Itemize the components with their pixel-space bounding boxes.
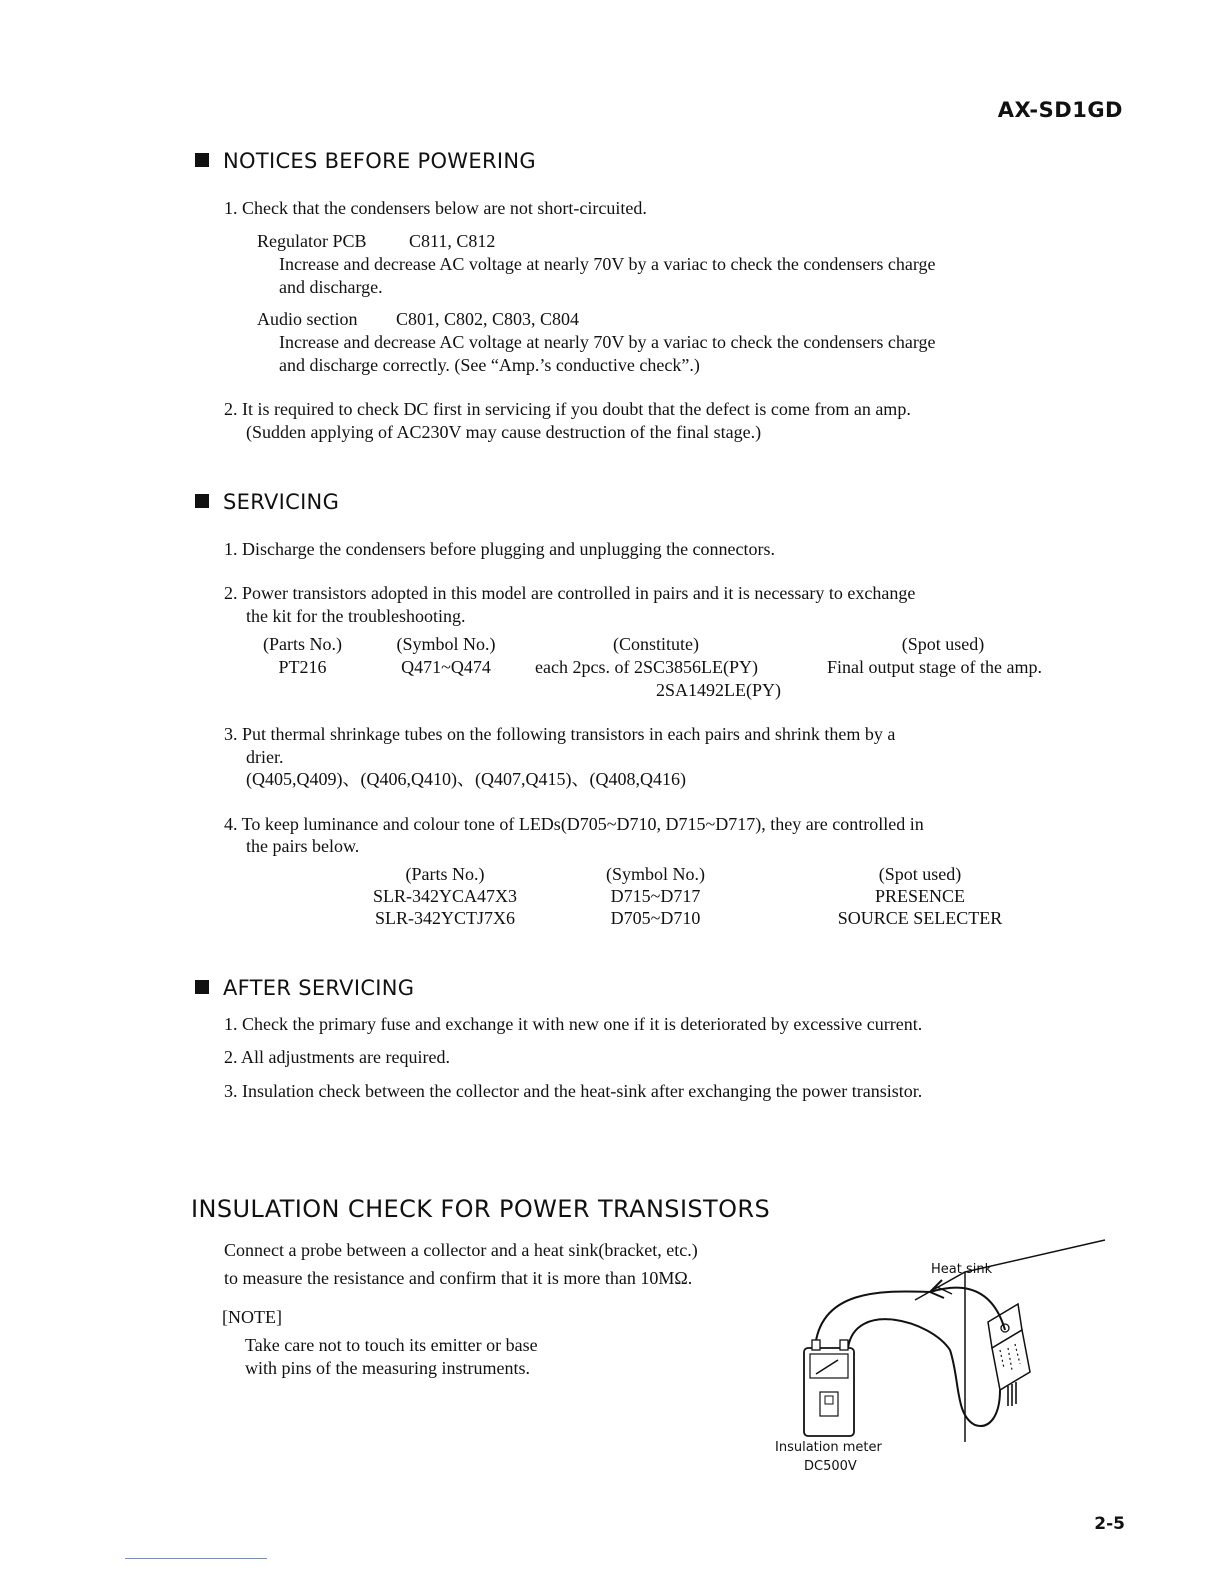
table-cell: Q471~Q474 [401, 657, 491, 677]
probe-lead-2 [848, 1319, 1000, 1426]
table-header: (Constitute) [613, 634, 699, 654]
dc-voltage-label: DC500V [804, 1459, 857, 1474]
note-text-2: with pins of the measuring instruments. [245, 1358, 530, 1378]
audio-text-1: Increase and decrease AC voltage at nearly 70V by a variac to check the condensers charge [279, 332, 936, 352]
table-cell: SLR-342YCTJ7X6 [374, 908, 515, 928]
insulation-text-2: to measure the resistance and confirm that it is more than 10MΩ. [224, 1268, 693, 1288]
probe-lead-1 [815, 1288, 1005, 1348]
servicing-item-3-line-3: (Q405,Q409)、(Q406,Q410)、(Q407,Q415)、(Q408,Q416) [246, 769, 686, 789]
insulation-meter-icon [804, 1340, 854, 1436]
section-servicing-title: SERVICING [223, 490, 340, 514]
servicing-item-3-line-1: 3. Put thermal shrinkage tubes on the following transistors in each pairs and shrink them by a [224, 724, 896, 744]
regulator-text-2: and discharge. [279, 277, 383, 297]
servicing-item-1: 1. Discharge the condensers before plugging and unplugging the connectors. [224, 539, 776, 559]
table-cell: PRESENCE [874, 886, 966, 906]
table-header: (Parts No.) [263, 634, 342, 654]
power-transistor-icon [988, 1304, 1030, 1406]
regulator-text-1: Increase and decrease AC voltage at nearly 70V by a variac to check the condensers charge [279, 254, 936, 274]
table-header: (Spot used) [901, 634, 985, 654]
note-text-1: Take care not to touch its emitter or base [245, 1335, 538, 1355]
audio-parts: C801, C802, C803, C804 [396, 309, 580, 329]
section-after-title: AFTER SERVICING [223, 976, 415, 1000]
table-header: (Parts No.) [405, 864, 485, 884]
table-cell: each 2pcs. of 2SC3856LE(PY) [535, 657, 758, 677]
table-cell: SOURCE SELECTER [837, 908, 1003, 928]
section-after-heading [195, 976, 414, 1000]
heat-sink-label: Heat sink [931, 1262, 993, 1277]
notices-item-1: 1. Check that the condensers below are not short-circuited. [224, 198, 647, 218]
table-header: (Symbol No.) [396, 634, 496, 654]
servicing-item-4-line-2: the pairs below. [246, 836, 360, 856]
regulator-label: Regulator PCB [257, 231, 367, 251]
insulation-section-title: INSULATION CHECK FOR POWER TRANSISTORS [191, 1195, 771, 1223]
notices-item-2-line-2: (Sudden applying of AC230V may cause destruction of the final stage.) [246, 422, 762, 442]
servicing-item-3-line-2: drier. [246, 747, 284, 767]
footer-rule [125, 1558, 267, 1559]
audio-text-2: and discharge correctly. (See “Amp.’s conductive check”.) [279, 355, 700, 375]
servicing-item-2-line-1: 2. Power transistors adopted in this model are controlled in pairs and it is necessary to exchange [224, 583, 916, 603]
bullet-square-icon [195, 494, 209, 508]
table-cell: D715~D717 [610, 886, 701, 906]
bullet-square-icon [195, 980, 209, 994]
section-servicing-heading [195, 490, 339, 514]
servicing-item-2-line-2: the kit for the troubleshooting. [246, 606, 466, 626]
table-cell: D705~D710 [610, 908, 701, 928]
model-number: AX-SD1GD [997, 98, 1123, 122]
servicing-item-4-line-1: 4. To keep luminance and colour tone of LEDs(D705~D710, D715~D717), they are controlled in [224, 814, 924, 834]
table-header: (Symbol No.) [606, 864, 705, 884]
table-header: (Spot used) [878, 864, 962, 884]
bullet-square-icon [195, 153, 209, 167]
after-item-2: 2. All adjustments are required. [224, 1047, 450, 1067]
table-cell: SLR-342YCA47X3 [372, 886, 517, 906]
section-notices-title: NOTICES BEFORE POWERING [223, 149, 536, 173]
table-cell: Final output stage of the amp. [827, 657, 1042, 677]
table-cell: PT216 [278, 657, 327, 677]
note-label: [NOTE] [222, 1307, 282, 1327]
audio-label: Audio section [257, 309, 358, 329]
after-item-1: 1. Check the primary fuse and exchange it with new one if it is deteriorated by excessive current. [224, 1014, 923, 1034]
after-item-3: 3. Insulation check between the collector and the heat-sink after exchanging the power transistor. [224, 1081, 923, 1101]
table-cell: 2SA1492LE(PY) [656, 680, 781, 700]
section-notices-heading [195, 149, 536, 173]
insulation-meter-label: Insulation meter [775, 1440, 882, 1455]
regulator-parts: C811, C812 [409, 231, 496, 251]
notices-item-2-line-1: 2. It is required to check DC first in servicing if you doubt that the defect is come from an amp. [224, 399, 911, 419]
page-number: 2-5 [1094, 1514, 1125, 1534]
insulation-text-1: Connect a probe between a collector and a heat sink(bracket, etc.) [224, 1240, 698, 1260]
